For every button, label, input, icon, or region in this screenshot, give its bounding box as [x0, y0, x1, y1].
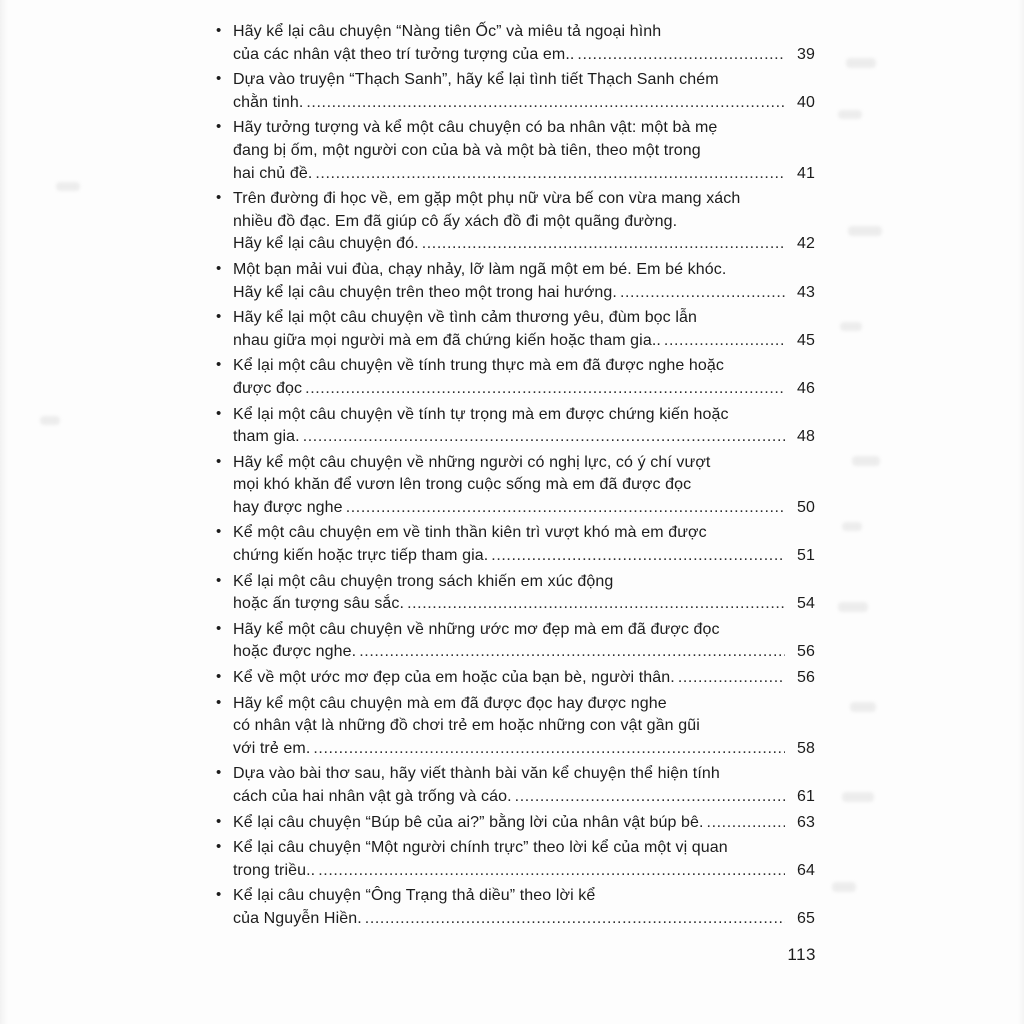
toc-entry-text: Hãy tưởng tượng và kể một câu chuyện có ba nhân vật: một bà mẹ [233, 119, 718, 137]
dotted-leader [620, 282, 785, 305]
toc-entry-line [233, 619, 815, 642]
toc-item [216, 571, 815, 616]
bullet-icon: • [216, 523, 222, 541]
toc-page-number: 51 [797, 547, 815, 565]
dotted-leader [678, 667, 785, 690]
bleed-through-artifact [838, 110, 862, 119]
toc-page-number: 54 [797, 595, 815, 613]
toc-entry-line [233, 21, 815, 44]
toc-item [216, 812, 815, 835]
bleed-through-artifact [852, 456, 880, 466]
dotted-leader [577, 44, 785, 67]
toc-page-number: 64 [797, 861, 815, 879]
toc-entry-line [233, 259, 815, 282]
toc-entry-text: được đọc [233, 379, 303, 397]
toc-entry-text: Kể lại một câu chuyện trong sách khiến em xúc động [233, 572, 614, 590]
toc-item [216, 452, 815, 520]
bleed-through-artifact [850, 702, 876, 712]
toc-entry-line [233, 885, 815, 908]
toc-list [216, 21, 815, 934]
bleed-through-artifact [840, 322, 862, 331]
dotted-leader [407, 593, 785, 616]
toc-item [216, 355, 815, 400]
toc-page-number: 40 [797, 93, 815, 111]
toc-entry-text: Kể lại một câu chuyện về tính tự trọng mà em được chứng kiến hoặc [233, 405, 729, 423]
toc-entry-lastline [233, 545, 815, 568]
bleed-through-artifact [848, 226, 882, 236]
toc-entry-text: hoặc được nghe. [233, 643, 357, 661]
toc-entry-text: của Nguyễn Hiền. [233, 909, 362, 927]
toc-item [216, 117, 815, 185]
bullet-icon: • [216, 452, 222, 470]
toc-entry-lastline [233, 641, 815, 664]
dotted-leader [346, 497, 785, 520]
toc-entry-line [233, 571, 815, 594]
toc-item [216, 619, 815, 664]
dotted-leader [305, 378, 785, 401]
toc-entry-lastline [233, 908, 815, 931]
bullet-icon: • [216, 668, 222, 686]
bullet-icon: • [216, 259, 222, 277]
toc-entry-text: Hãy kể lại câu chuyện đó. [233, 235, 419, 253]
toc-entry-line [233, 404, 815, 427]
toc-item [216, 188, 815, 256]
bleed-through-artifact [40, 416, 60, 425]
toc-entry-text: Kể một câu chuyện em về tinh thần kiên trì vượt khó mà em được [233, 524, 707, 542]
toc-entry-text: Kể lại một câu chuyện về tính trung thực mà em đã được nghe hoặc [233, 357, 725, 375]
toc-entry-text: Kể về một ước mơ đẹp của em hoặc của bạn bè, người thân. [233, 669, 675, 687]
page-number: 113 [787, 945, 816, 964]
bullet-icon: • [216, 70, 222, 88]
toc-item [216, 21, 815, 66]
bleed-through-artifact [842, 522, 862, 531]
toc-page-number: 56 [797, 669, 815, 687]
toc-entry-line [233, 474, 815, 497]
toc-entry-text: Kể lại câu chuyện “Một người chính trực” theo lời kể của một vị quan [233, 839, 728, 857]
toc-entry-text: chằn tinh. [233, 93, 304, 111]
toc-page-number: 46 [797, 379, 815, 397]
toc-entry-lastline [233, 738, 815, 761]
toc-entry-text: của các nhân vật theo trí tưởng tượng của em.. [233, 45, 575, 63]
toc-entry-line [233, 69, 815, 92]
toc-entry-text: tham gia. [233, 428, 300, 446]
toc-entry-text: nhiều đồ đạc. Em đã giúp cô ấy xách đồ đi một quãng đường. [233, 212, 678, 230]
toc-page-number: 50 [797, 498, 815, 516]
toc-entry-lastline [233, 497, 815, 520]
dotted-leader [315, 163, 785, 186]
toc-entry-lastline [233, 812, 815, 835]
toc-entry-line [233, 355, 815, 378]
dotted-leader [313, 738, 785, 761]
toc-entry-line [233, 693, 815, 716]
toc-entry-text: Hãy kể lại câu chuyện trên theo một trong hai hướng. [233, 283, 617, 301]
bullet-icon: • [216, 693, 222, 711]
toc-item [216, 837, 815, 882]
toc-entry-text: chứng kiến hoặc trực tiếp tham gia. [233, 547, 489, 565]
toc-page-number: 39 [797, 45, 815, 63]
toc-entry-line [233, 117, 815, 140]
toc-item [216, 885, 815, 930]
toc-item [216, 404, 815, 449]
toc-entry-lastline [233, 233, 815, 256]
toc-entry-text: Một bạn mải vui đùa, chạy nhảy, lỡ làm ngã một em bé. Em bé khóc. [233, 260, 727, 278]
toc-entry-text: với trẻ em. [233, 739, 311, 757]
bullet-icon: • [216, 404, 222, 422]
toc-entry-line [233, 837, 815, 860]
bullet-icon: • [216, 308, 222, 326]
toc-entry-lastline [233, 593, 815, 616]
bullet-icon: • [216, 886, 222, 904]
toc-entry-line [233, 452, 815, 475]
toc-entry-line [233, 715, 815, 738]
toc-page-number: 41 [797, 164, 815, 182]
toc-page-number: 43 [797, 283, 815, 301]
bleed-through-artifact [838, 602, 868, 612]
dotted-leader [491, 545, 785, 568]
dotted-leader [359, 641, 785, 664]
toc-entry-text: hay được nghe [233, 498, 343, 516]
toc-entry-text: nhau giữa mọi người mà em đã chứng kiến hoặc tham gia.. [233, 331, 661, 349]
toc-entry-text: Hãy kể một câu chuyện về những ước mơ đẹp mà em đã được đọc [233, 620, 720, 638]
toc-item [216, 259, 815, 304]
toc-page-number: 63 [797, 813, 815, 831]
bullet-icon: • [216, 571, 222, 589]
dotted-leader [515, 786, 785, 809]
toc-entry-lastline [233, 163, 815, 186]
toc-entry-lastline [233, 426, 815, 449]
toc-item [216, 69, 815, 114]
toc-entry-lastline [233, 378, 815, 401]
toc-entry-text: Trên đường đi học về, em gặp một phụ nữ vừa bế con vừa mang xách [233, 190, 741, 208]
dotted-leader [303, 426, 785, 449]
toc-entry-text: hai chủ đề. [233, 164, 313, 182]
toc-entry-lastline [233, 92, 815, 115]
bullet-icon: • [216, 838, 222, 856]
toc-page-number: 61 [797, 788, 815, 805]
dotted-leader [318, 860, 785, 883]
toc-item [216, 667, 815, 690]
toc-entry-line [233, 307, 815, 330]
toc-entry-lastline [233, 667, 815, 690]
toc-item [216, 763, 815, 808]
bullet-icon: • [216, 189, 222, 207]
toc-entry-text: mọi khó khăn để vươn lên trong cuộc sống mà em đã được đọc [233, 476, 692, 494]
toc-entry-lastline [233, 44, 815, 67]
dotted-leader [365, 908, 785, 931]
bullet-icon: • [216, 118, 222, 136]
toc-entry-lastline [233, 282, 815, 305]
bullet-icon: • [216, 764, 222, 782]
toc-entry-text: Kể lại câu chuyện “Ông Trạng thả diều” theo lời kể [233, 887, 596, 905]
toc-entry-lastline [233, 786, 815, 809]
toc-page-number: 42 [797, 235, 815, 253]
toc-entry-text: hoặc ấn tượng sâu sắc. [233, 595, 405, 613]
toc-page-number: 56 [797, 643, 815, 661]
toc-item [216, 522, 815, 567]
toc-entry-text: Hãy kể một câu chuyện về những người có nghị lực, có ý chí vượt [233, 453, 711, 471]
toc-page-number: 45 [797, 331, 815, 349]
bullet-icon: • [216, 22, 222, 39]
toc-entry-text: Hãy kể một câu chuyện mà em đã được đọc hay được nghe [233, 694, 667, 712]
dotted-leader [422, 233, 785, 256]
bleed-through-artifact [846, 58, 876, 68]
bleed-through-artifact [842, 792, 874, 802]
toc-entry-text: Hãy kể lại một câu chuyện về tình cảm thương yêu, đùm bọc lẫn [233, 309, 697, 327]
bleed-through-artifact [56, 182, 80, 191]
toc-entry-text: trong triều.. [233, 861, 316, 879]
toc-entry-line [233, 211, 815, 234]
toc-entry-lastline [233, 330, 815, 353]
bleed-through-artifact [832, 882, 856, 892]
toc-entry-lastline [233, 860, 815, 883]
dotted-leader [306, 92, 785, 115]
toc-entry-text: đang bị ốm, một người con của bà và một bà tiên, theo một trong [233, 141, 701, 159]
toc-entry-text: Dựa vào bài thơ sau, hãy viết thành bài văn kể chuyện thể hiện tính [233, 765, 720, 783]
toc-entry-line [233, 188, 815, 211]
toc-entry-text: cách của hai nhân vật gà trống và cáo. [233, 788, 512, 805]
toc-entry-text: có nhân vật là những đồ chơi trẻ em hoặc những con vật gần gũi [233, 717, 700, 735]
toc-item [216, 307, 815, 352]
toc-entry-line [233, 140, 815, 163]
bullet-icon: • [216, 619, 222, 637]
bullet-icon: • [216, 356, 222, 374]
bullet-icon: • [216, 812, 222, 830]
toc-entry-text: Kể lại câu chuyện “Búp bê của ai?” bằng lời của nhân vật búp bê. [233, 813, 704, 831]
toc-entry-line [233, 763, 815, 786]
dotted-leader [664, 330, 785, 353]
toc-page-number: 65 [797, 909, 815, 927]
toc-entry-line [233, 522, 815, 545]
toc-page-number: 58 [797, 739, 815, 757]
toc-entry-text: Hãy kể lại câu chuyện “Nàng tiên Ốc” và miêu tả ngoại hình [233, 23, 662, 40]
toc-entry-text: Dựa vào truyện “Thạch Sanh”, hãy kể lại tình tiết Thạch Sanh chém [233, 71, 719, 89]
dotted-leader [707, 812, 785, 835]
toc-item [216, 693, 815, 761]
toc-page-number: 48 [797, 428, 815, 446]
